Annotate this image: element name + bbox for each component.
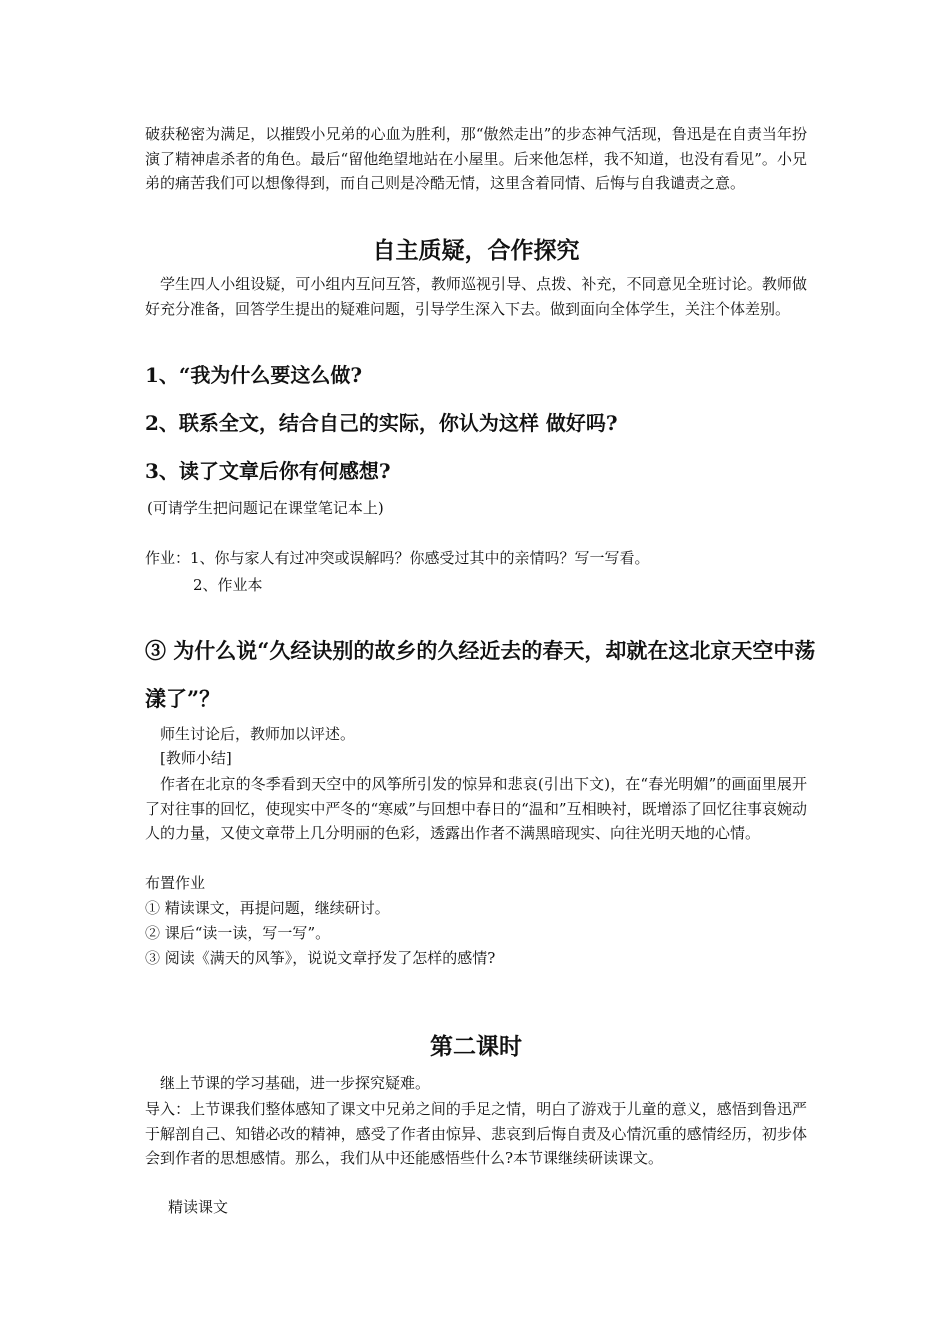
second-lesson-intro: 导入：上节课我们整体感知了课文中兄弟之间的手足之情，明白了游戏于儿童的意义，感悟到鲁迅严于解剖自己、知错必改的精神，感受了作者由惊异、悲哀到后悔自责及心情沉重的感情经历，初步体会到作者的思想感情。那么，我们从中还能感悟些什么?本节课继续研读课文。	[145, 1100, 807, 1167]
teacher-summary-label: [教师小结]	[160, 749, 232, 767]
homework-line-1: 作业：1、你与家人有过冲突或误解吗？你感受过其中的亲情吗？写一写看。	[145, 549, 650, 567]
assignment-item-1: ① 精读课文，再提问题，继续研讨。	[145, 899, 390, 917]
assignment-heading: 布置作业	[145, 874, 206, 892]
homework-line-2: 2、作业本	[193, 576, 263, 594]
question-three-heading: ③ 为什么说“久经诀别的故乡的久经近去的春天，却就在这北京天空中荡漾了”？	[145, 638, 816, 711]
close-reading-line: 精读课文	[168, 1198, 229, 1216]
question-1: 1、“我为什么要这么做?	[145, 363, 363, 387]
section-title-second-lesson: 第二课时	[430, 1033, 522, 1060]
second-lesson-line: 继上节课的学习基础，进一步探究疑难。	[160, 1074, 431, 1092]
assignment-item-2: ② 课后“读一读，写一写”。	[145, 924, 331, 942]
intro-paragraph: 破获秘密为满足，以摧毁小兄弟的心血为胜利，那“傲然走出”的步态神气活现，鲁迅是在自责当年扮演了精神虐杀者的角色。最后“留他绝望地站在小屋里。后来他怎样，我不知道，也没有看见”。小兄弟的痛苦我们可以想像得到，而自己则是冷酷无情，这里含着同情、后悔与自我谴责之意。	[145, 125, 807, 192]
assignment-item-3: ③ 阅读《满天的风筝》，说说文章抒发了怎样的感情?	[145, 949, 496, 967]
notebook-note: (可请学生把问题记在课堂笔记本上)	[147, 499, 384, 517]
question-2: 2、联系全文，结合自己的实际，你认为这样 做好吗?	[145, 411, 618, 435]
section-title-inquiry: 自主质疑，合作探究	[372, 237, 580, 264]
inquiry-paragraph: 学生四人小组设疑，可小组内互问互答，教师巡视引导、点拨、补充，不同意见全班讨论。教师做好充分准备，回答学生提出的疑难问题，引导学生深入下去。做到面向全体学生，关注个体差别。	[145, 275, 807, 318]
discussion-line: 师生讨论后，教师加以评述。	[160, 725, 356, 743]
teacher-summary-paragraph: 作者在北京的冬季看到天空中的风筝所引发的惊异和悲哀(引出下文)，在“春光明媚”的画面里展开了对往事的回忆，使现实中严冬的“寒威”与回想中春日的“温和”互相映衬，既增添了回忆往事哀婉动人的力量，又使文章带上几分明丽的色彩，透露出作者不满黑暗现实、向往光明天地的心情。	[145, 775, 807, 842]
question-3: 3、读了文章后你有何感想?	[145, 459, 391, 483]
